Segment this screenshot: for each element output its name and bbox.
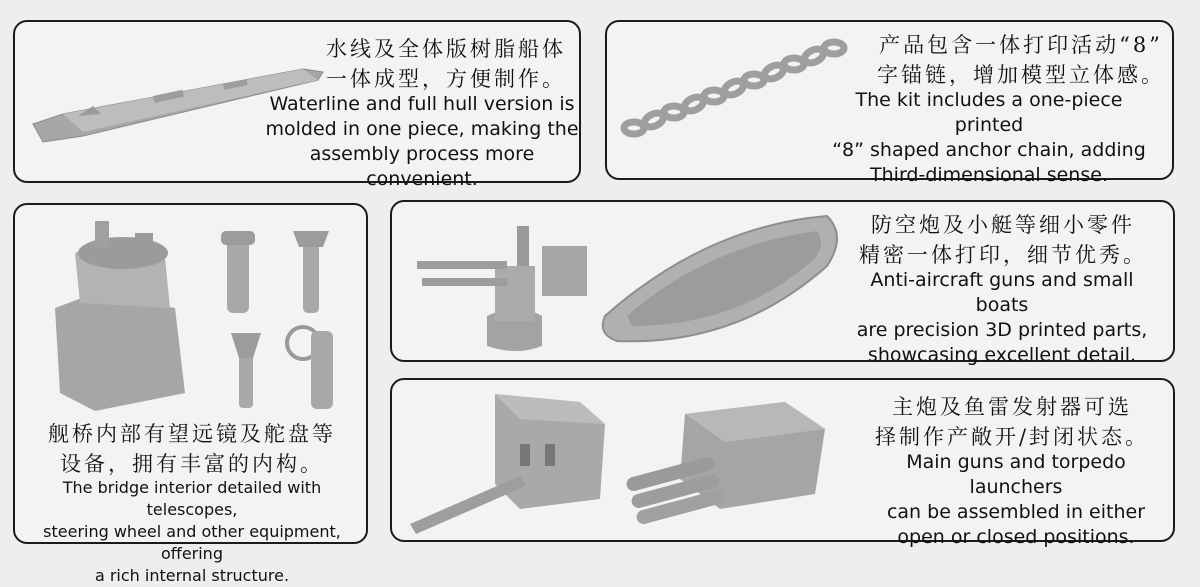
chain-cn-line-2: 字锚链，增加模型立体感。 — [877, 63, 1165, 87]
aa-en-line-2: are precision 3D printed parts, — [856, 319, 1148, 341]
main-gun-torpedo-icon — [400, 384, 840, 539]
bridge-en-line-2: steering wheel and other equipment, offering — [43, 522, 341, 563]
aa-en-line-1: Anti-aircraft guns and small boats — [870, 269, 1134, 316]
aa-cn-line-1: 防空炮及小艇等细小零件 — [871, 213, 1135, 237]
chain-en-line-1: The kit includes a one-piece printed — [855, 89, 1123, 136]
bridge-interior-icon — [35, 213, 355, 413]
hull-en-line-1: Waterline and full hull version is — [269, 93, 575, 115]
hull-cn-line-2: 一体成型，方便制作。 — [326, 67, 566, 91]
guns-panel — [390, 378, 1175, 548]
guns-cn-line-2: 择制作产敞开/封闭状态。 — [874, 425, 1150, 449]
chain-panel — [605, 20, 1174, 186]
aa-en-line-3: showcasing excellent detail. — [867, 344, 1137, 366]
bridge-en-line-1: The bridge interior detailed with telescopes, — [62, 478, 322, 519]
hull-panel — [13, 20, 581, 190]
aa-gun-and-boat-icon — [407, 206, 847, 356]
chain-cn-line-1: 产品包含一体打印活动“8” — [879, 33, 1163, 57]
hull-cn-line-1: 水线及全体版树脂船体 — [326, 37, 566, 61]
chain-en-line-2: “8” shaped anchor chain, adding — [832, 139, 1146, 161]
guns-en-line-2: can be assembled in either — [886, 501, 1146, 523]
bridge-panel — [13, 203, 368, 585]
hull-en-line-2: molded in one piece, making the — [265, 118, 579, 140]
guns-en-line-1: Main guns and torpedo launchers — [906, 451, 1126, 498]
aa-panel — [390, 200, 1175, 366]
guns-cn-line-1: 主炮及鱼雷发射器可选 — [892, 395, 1132, 419]
hull-en-line-3: assembly process more convenient. — [309, 143, 535, 190]
aa-cn-line-2: 精密一体打印，细节优秀。 — [859, 243, 1147, 267]
bridge-en-line-3: a rich internal structure. — [94, 566, 290, 585]
chain-en-line-3: Third-dimensional sense. — [870, 164, 1108, 186]
bridge-cn-line-2: 设备，拥有丰富的内构。 — [60, 452, 324, 476]
bridge-cn-line-1: 舰桥内部有望远镜及舵盘等 — [48, 422, 336, 446]
guns-en-line-3: open or closed positions. — [897, 526, 1135, 548]
